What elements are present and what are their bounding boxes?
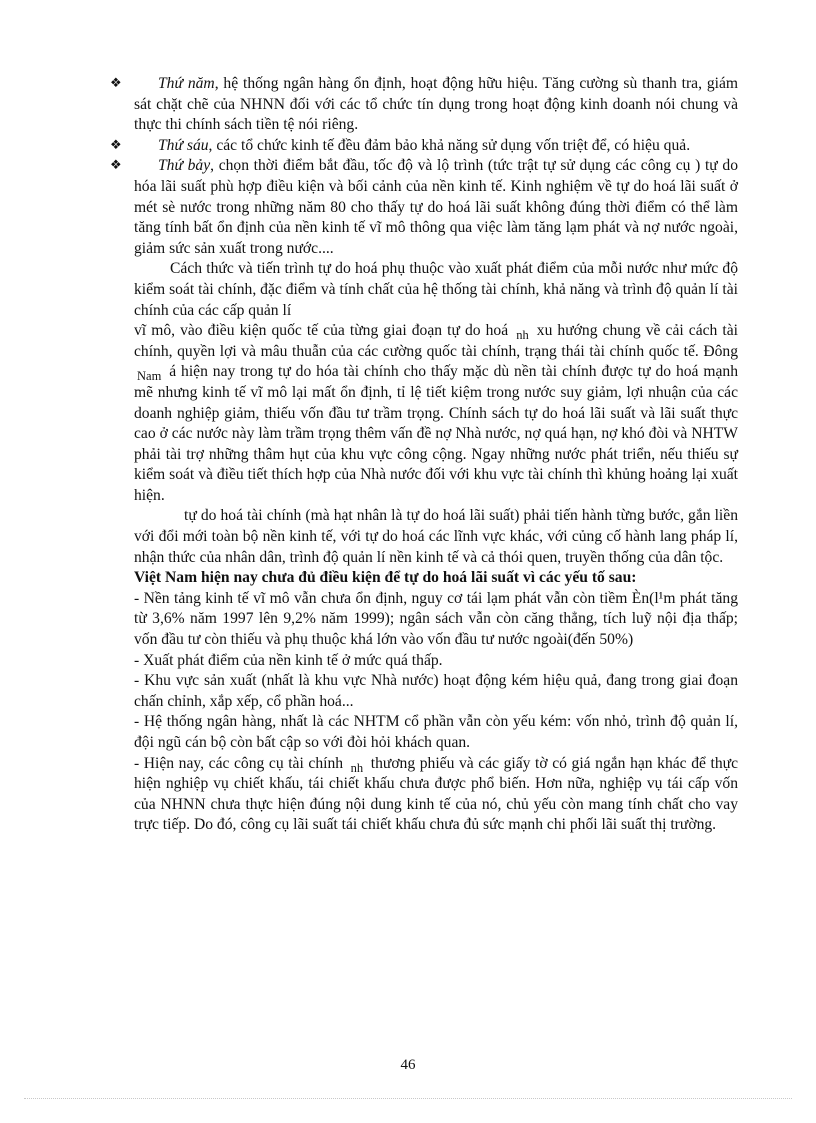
bullet-text: , hệ thống ngân hàng ổn định, hoạt động hữu hiệu. Tăng cường sù thanh tra, giám sát chặt chẽ của NHNN đối với các tổ chức tín dụng trong hoạt động kinh doanh nói chung và thực thi chính sách tiền tệ nói riêng.	[134, 75, 739, 134]
bullet-item	[110, 74, 739, 136]
diamond-bullet-icon: ❖	[110, 137, 122, 153]
section-heading: Việt Nam hiện nay chưa đủ điều kiện để tự do hoá lãi suất vì các yếu tố sau:	[134, 569, 637, 587]
list-item: - Khu vực sản xuất (nhất là khu vực Nhà nước) hoạt động kém hiệu quả, đang trong giai đoạn chấn chỉnh, xắp xếp, cổ phần hoá...	[134, 672, 738, 710]
page-bottom-divider	[24, 1098, 792, 1099]
paragraph-text: vĩ mô, vào điều kiện quốc tế của từng giai đoạn tự do hoá	[134, 322, 509, 340]
bullet-text: , chọn thời điểm bắt đầu, tốc độ và lộ trình (tức trật tự sử dụng các công cụ ) tự do hóa lãi suất phù hợp điều kiện và bối cảnh của nền kinh tế. Kinh nghiệm về tự do hoá lãi suất ở mét sè nước trong những năm 80 cho thấy tự do hoá lãi suất không đúng thời điểm có thể làm tăng tính bất ổn định của nền kinh tế vĩ mô thông qua việc làm tăng lạm phát và nợ nước ngoài, giảm sức sản xuất trong nước....	[134, 157, 739, 257]
bullet-lead: Thứ năm	[158, 75, 215, 92]
subscript-text: nh	[516, 328, 529, 343]
list-item	[134, 754, 738, 836]
diamond-bullet-icon: ❖	[110, 76, 122, 91]
list-item: - Xuất phát điểm của nền kinh tế ở mức quá thấp.	[134, 651, 443, 669]
subscript-text: Nam	[137, 369, 162, 384]
paragraph: tự do hoá tài chính (mà hạt nhân là tự do hoá lãi suất) phải tiến hành từng bước, gắn liền với đổi mới toàn bộ nền kinh tế, với tự do hoá các lĩnh vực khác, với củng cố hành lang pháp lí, nhận thức của nhân dân, trình độ quản lí nền kinh tế và cả thói quen, truyền thống của dân tộc.	[134, 507, 738, 566]
list-item-text: - Hiện nay, các công cụ tài chính	[134, 754, 344, 772]
list-item-text: thương phiếu và các giấy tờ có giá ngắn hạn khác để thực hiện nghiệp vụ chiết khấu, tái chiết khấu chưa được phổ biến. Hơn nữa, nghiệp vụ tái cấp vốn của NHNN chưa thực hiện đúng nội dung kinh tế của nó, chủ yếu còn mang tính chất cho vay trực tiếp. Do đó, công cụ lãi suất tái chiết khấu chưa đủ sức mạnh chi phối lãi suất thị trường.	[134, 754, 738, 834]
paragraph-text: á hiện nay trong tự do hóa tài chính cho thấy mặc dù nền tài chính được tự do hoá mạnh mẽ nhưng kinh tế vĩ mô lại mất ổn định, tỉ lệ tiết kiệm trong nước suy giảm, lợi nhuận của các doanh nghiệp giảm, thiếu vốn đầu tư trầm trọng. Chính sách tự do hoá lãi suất và lãi suất thực cao ở các nước này làm trầm trọng thêm vấn đề nợ Nhà nước, nợ quá hạn, nợ khó đòi và NHTW phải tài trợ những thâm hụt của khu vực công cộng. Ngay những nước phát triển, nếu thiếu sự kiểm soát và điều tiết thích hợp của Nhà nước đối với khu vực tài chính thì khủng hoảng lại xuất hiện.	[134, 363, 739, 504]
bullet-text: , các tổ chức kinh tế đều đảm bảo khả năng sử dụng vốn triệt để, có hiệu quả.	[208, 136, 691, 154]
bullet-item	[110, 156, 739, 259]
bullet-lead: Thứ sáu	[158, 136, 209, 154]
bullet-lead: Thứ bảy	[158, 157, 211, 175]
list-item: - Hệ thống ngân hàng, nhất là các NHTM cổ phần vẫn còn yếu kém: vốn nhỏ, trình độ quản lí, đội ngũ cán bộ còn bất cập so với đòi hỏi khách quan.	[134, 713, 738, 751]
document-body	[110, 74, 739, 836]
page-number: 46	[400, 1057, 416, 1073]
paragraph	[134, 321, 738, 506]
paragraph-text: xu hướng chung về cải cách tài chính, quyền lợi và mâu thuẫn của các cường quốc tài chính, trạng thái tài chính quốc tế. Đông	[134, 322, 738, 360]
diamond-bullet-icon: ❖	[110, 158, 122, 174]
list-item: - Nền tảng kinh tế vĩ mô vẫn chưa ổn định, nguy cơ tái lạm phát vẫn còn tiềm Èn(l¹m phát tăng từ 3,6% năm 1997 lên 9,2% năm 1999); ngân sách vẫn còn căng thẳng, tích luỹ nội địa thấp; vốn đầu tư còn thiếu và phụ thuộc khá lớn vào vốn đầu tư nước ngoài(đến 50%)	[134, 589, 738, 649]
bullet-item	[110, 136, 738, 157]
subscript-text: nh	[350, 760, 364, 775]
paragraph-first-line: Cách thức và tiến trình tự do hoá phụ thuộc vào xuất phát điểm của mỗi nước như mức độ kiểm soát tài chính, đặc điểm và tính chất của hệ thống tài chính, khả năng và trình độ quản lí tài chính của các cấp quản lí	[134, 260, 738, 319]
